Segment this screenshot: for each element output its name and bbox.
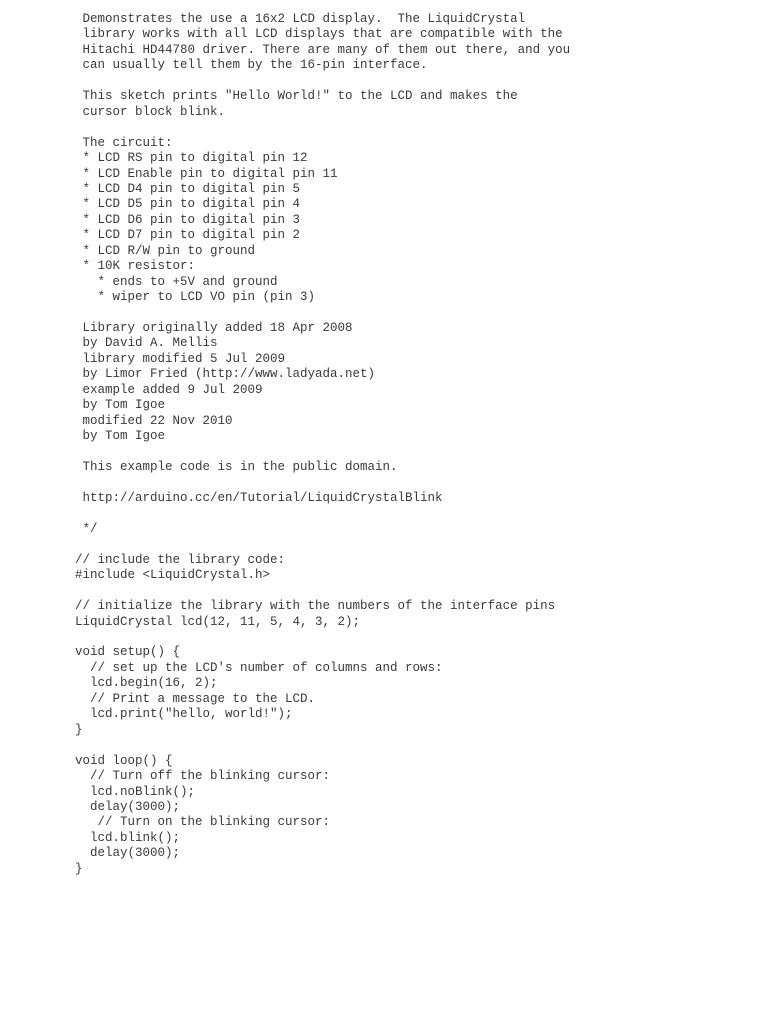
code-line: * LCD D6 pin to digital pin 3 bbox=[75, 212, 301, 227]
code-line: The circuit: bbox=[75, 135, 173, 150]
code-line: by Tom Igoe bbox=[75, 398, 166, 413]
code-line: Library originally added 18 Apr 2008 bbox=[75, 321, 353, 335]
code-line: // Turn on the blinking cursor: bbox=[75, 815, 331, 830]
code-line: Hitachi HD44780 driver. There are many of them out there, and you bbox=[75, 42, 571, 57]
code-line: * LCD Enable pin to digital pin 11 bbox=[75, 166, 338, 181]
code-line: // Print a message to the LCD. bbox=[75, 691, 316, 706]
code-line: by Tom Igoe bbox=[75, 429, 166, 444]
code-line: */ bbox=[75, 521, 98, 536]
code-line: library works with all LCD displays that are compatible with the bbox=[75, 27, 563, 42]
code-line: by David A. Mellis bbox=[75, 336, 218, 351]
code-line: } bbox=[75, 861, 83, 876]
code-line: void setup() { bbox=[75, 645, 181, 660]
code-line: // set up the LCD's number of columns and rows: bbox=[75, 660, 443, 675]
code-line: This sketch prints "Hello World!" to the LCD and makes the bbox=[75, 89, 518, 104]
code-line: // initialize the library with the numbers of the interface pins bbox=[75, 599, 556, 614]
code-line: This example code is in the public domain. bbox=[75, 460, 398, 475]
code-line: http://arduino.cc/en/Tutorial/LiquidCrystalBlink bbox=[75, 490, 443, 505]
code-line: can usually tell them by the 16-pin interface. bbox=[75, 58, 428, 73]
code-line: #include <LiquidCrystal.h> bbox=[75, 568, 271, 583]
code-line: delay(3000); bbox=[75, 799, 181, 814]
code-line: cursor block blink. bbox=[75, 104, 226, 119]
code-line: modified 22 Nov 2010 bbox=[75, 413, 233, 428]
code-line: * ends to +5V and ground bbox=[75, 274, 278, 289]
code-line: Demonstrates the use a 16x2 LCD display. The LiquidCrystal bbox=[75, 12, 526, 26]
code-line: lcd.begin(16, 2); bbox=[75, 676, 218, 691]
code-line: lcd.blink(); bbox=[75, 830, 181, 845]
code-line: * LCD D7 pin to digital pin 2 bbox=[75, 228, 301, 243]
code-line: example added 9 Jul 2009 bbox=[75, 382, 263, 397]
code-line: * 10K resistor: bbox=[75, 259, 196, 274]
code-line: LiquidCrystal lcd(12, 11, 5, 4, 3, 2); bbox=[75, 614, 361, 629]
code-line: * LCD R/W pin to ground bbox=[75, 243, 256, 258]
code-line: library modified 5 Jul 2009 bbox=[75, 351, 286, 366]
code-line: // include the library code: bbox=[75, 552, 286, 567]
code-line: delay(3000); bbox=[75, 846, 181, 861]
code-line: lcd.print("hello, world!"); bbox=[75, 707, 293, 722]
code-line: lcd.noBlink(); bbox=[75, 784, 196, 799]
code-line: * LCD D4 pin to digital pin 5 bbox=[75, 181, 301, 196]
code-line: by Limor Fried (http://www.ladyada.net) bbox=[75, 367, 376, 382]
code-line: } bbox=[75, 722, 83, 737]
code-line: // Turn off the blinking cursor: bbox=[75, 769, 331, 784]
code-line: * LCD D5 pin to digital pin 4 bbox=[75, 197, 301, 212]
code-line: * wiper to LCD VO pin (pin 3) bbox=[75, 290, 316, 305]
code-line: void loop() { bbox=[75, 753, 173, 768]
code-line: * LCD RS pin to digital pin 12 bbox=[75, 151, 308, 166]
